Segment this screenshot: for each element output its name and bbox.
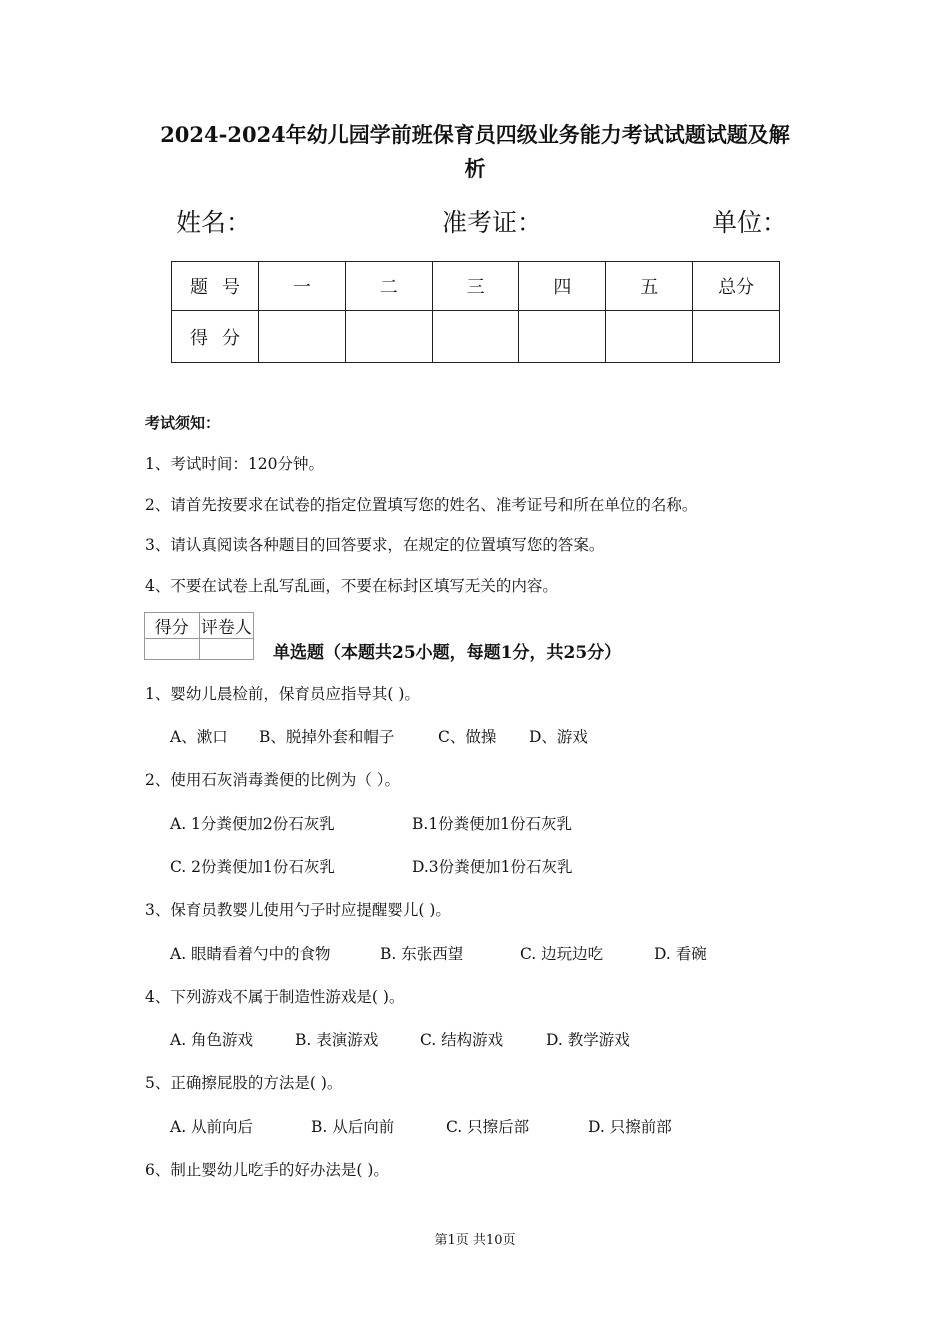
notice-item-4: 4、不要在试卷上乱写乱画，不要在标封区填写无关的内容。	[145, 577, 558, 595]
score-table-score-row	[172, 311, 780, 363]
score-cell-3[interactable]	[432, 311, 519, 363]
question-3-option-b[interactable]: B. 东张西望	[380, 945, 464, 963]
question-number-head: 题号	[172, 262, 259, 311]
unit-label: 单位：	[712, 208, 788, 237]
question-3-option-a[interactable]: A. 眼睛看着勺中的食物	[170, 945, 331, 963]
grader-reviewer-cell[interactable]	[199, 639, 254, 660]
question-4: 4、下列游戏不属于制造性游戏是( )。	[145, 988, 405, 1006]
exam-number-label: 准考证：	[442, 208, 543, 237]
question-4-option-d[interactable]: D. 教学游戏	[546, 1031, 630, 1049]
name-label: 姓名：	[176, 208, 252, 237]
score-table-header-row	[172, 262, 780, 311]
grader-reviewer-label: 评卷人	[199, 613, 254, 639]
question-1-option-d[interactable]: D、游戏	[529, 728, 588, 746]
question-5-option-a[interactable]: A. 从前向后	[170, 1118, 254, 1136]
question-1-option-b[interactable]: B、脱掉外套和帽子	[259, 728, 395, 746]
question-3-option-d[interactable]: D. 看碗	[654, 945, 707, 963]
exam-title	[120, 118, 830, 186]
question-1: 1、婴幼儿晨检前，保育员应指导其( )。	[145, 685, 420, 703]
page-footer: 第1页 共10页	[434, 1233, 516, 1248]
score-cell-1[interactable]	[259, 311, 346, 363]
question-1-option-a[interactable]: A、漱口	[170, 728, 228, 746]
question-1-option-c[interactable]: C、做操	[438, 728, 497, 746]
grader-score-label: 得分	[145, 613, 200, 639]
notice-item-3: 3、请认真阅读各种题目的回答要求，在规定的位置填写您的答案。	[145, 536, 605, 554]
notice-heading: 考试须知：	[145, 414, 221, 432]
score-cell-total[interactable]	[693, 311, 780, 363]
question-3: 3、保育员教婴儿使用勺子时应提醒婴儿( )。	[145, 901, 451, 919]
title-line-1: 2024-2024年幼儿园学前班保育员四级业务能力考试试题试题及解	[160, 122, 790, 147]
question-5-option-b[interactable]: B. 从后向前	[311, 1118, 395, 1136]
section-heading: 单选题（本题共25小题，每题1分，共25分）	[273, 643, 622, 663]
question-5-option-d[interactable]: D. 只擦前部	[588, 1118, 672, 1136]
question-4-option-c[interactable]: C. 结构游戏	[420, 1031, 504, 1049]
question-2: 2、使用石灰消毒粪便的比例为（ ）。	[145, 771, 401, 789]
column-5: 五	[606, 262, 693, 311]
score-head: 得分	[172, 311, 259, 363]
column-4: 四	[519, 262, 606, 311]
score-table	[171, 261, 780, 363]
score-cell-4[interactable]	[519, 311, 606, 363]
question-3-option-c[interactable]: C. 边玩边吃	[520, 945, 604, 963]
question-2-option-b[interactable]: B.1份粪便加1份石灰乳	[412, 815, 573, 833]
question-5: 5、正确擦屁股的方法是( )。	[145, 1074, 343, 1092]
question-6: 6、制止婴幼儿吃手的好办法是( )。	[145, 1161, 389, 1179]
question-4-option-a[interactable]: A. 角色游戏	[170, 1031, 254, 1049]
question-2-option-c[interactable]: C. 2份粪便加1份石灰乳	[170, 858, 335, 876]
question-2-option-a[interactable]: A. 1分粪便加2份石灰乳	[170, 815, 335, 833]
grader-score-cell[interactable]	[145, 639, 200, 660]
notice-item-1: 1、考试时间：120分钟。	[145, 455, 324, 473]
column-1: 一	[259, 262, 346, 311]
question-5-option-c[interactable]: C. 只擦后部	[446, 1118, 530, 1136]
score-cell-5[interactable]	[606, 311, 693, 363]
column-2: 二	[345, 262, 432, 311]
question-4-option-b[interactable]: B. 表演游戏	[295, 1031, 379, 1049]
score-cell-2[interactable]	[345, 311, 432, 363]
column-3: 三	[432, 262, 519, 311]
title-line-2: 析	[464, 156, 486, 181]
notice-item-2: 2、请首先按要求在试卷的指定位置填写您的姓名、准考证号和所在单位的名称。	[145, 496, 698, 514]
column-total: 总分	[693, 262, 780, 311]
question-2-option-d[interactable]: D.3份粪便加1份石灰乳	[412, 858, 573, 876]
grader-box	[144, 612, 254, 660]
